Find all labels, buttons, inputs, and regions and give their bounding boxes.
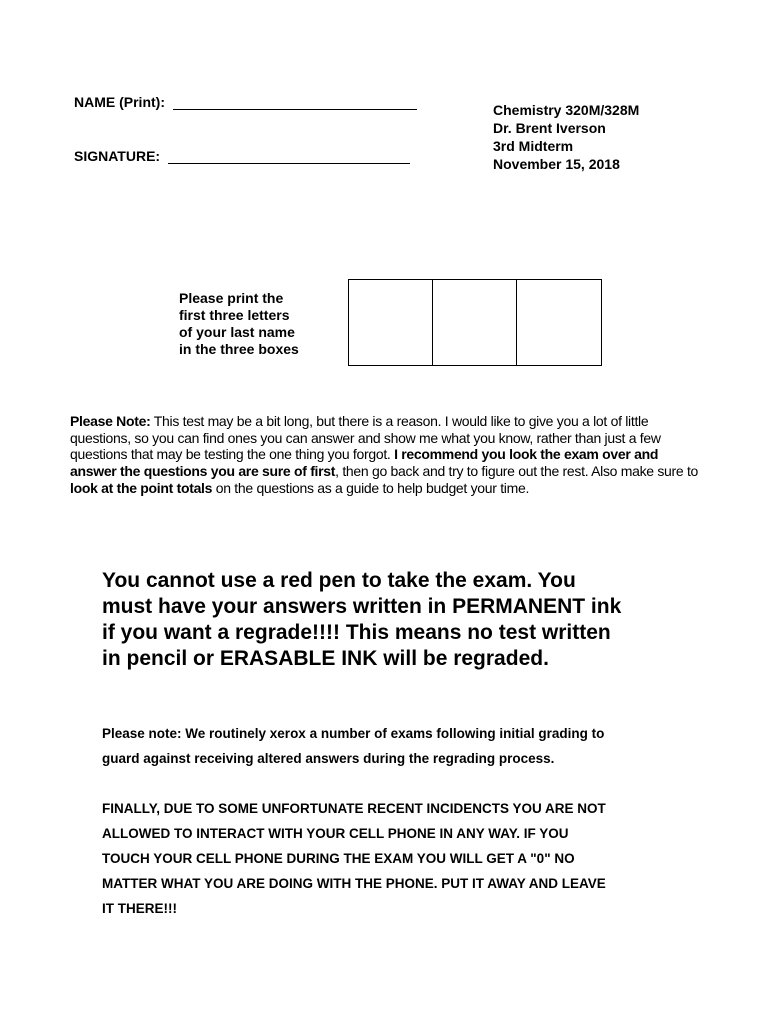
- note-text: This test may be a bit long, but there is a reason. I would like to give you a lot of little questions, so you can find ones you can answer and show me what you know, rather than just a few questions that may be testing the one thing you forgot.: [70, 413, 661, 463]
- xerox-line: guard against receiving altered answers during the regrading process.: [102, 751, 555, 766]
- instruction-line: Please print the: [179, 290, 284, 306]
- xerox-note: [102, 721, 604, 771]
- warning-line: You cannot use a red pen to take the exam. You: [102, 569, 576, 592]
- course-info: [493, 101, 639, 173]
- name-input-line[interactable]: [173, 95, 417, 110]
- letter-boxes-instruction: [179, 290, 299, 358]
- name-field-row: [74, 94, 417, 110]
- phone-line: MATTER WHAT YOU ARE DOING WITH THE PHONE. PUT IT AWAY AND LEAVE: [102, 876, 606, 891]
- exam-date: November 15, 2018: [493, 156, 620, 172]
- note-emphasis: I recommend you look the exam over and answer the questions you are sure of first: [70, 446, 659, 480]
- phone-line: IT THERE!!!: [102, 901, 177, 916]
- phone-line: FINALLY, DUE TO SOME UNFORTUNATE RECENT INCIDENCTS YOU ARE NOT: [102, 801, 606, 816]
- warning-line: must have your answers written in PERMANENT ink: [102, 595, 622, 618]
- note-emphasis: look at the point totals: [70, 479, 213, 496]
- warning-line: if you want a regrade!!!! This means no test written: [102, 621, 611, 644]
- xerox-line: Please note: We routinely xerox a number of exams following initial grading to: [102, 726, 605, 741]
- course-title: Chemistry 320M/328M: [493, 102, 640, 118]
- note-label: Please Note:: [70, 413, 151, 429]
- cell-phone-notice: [102, 796, 606, 921]
- instructor-name: Dr. Brent Iverson: [493, 120, 606, 136]
- warning-line: in pencil or ERASABLE INK will be regraded.: [102, 647, 549, 670]
- phone-line: ALLOWED TO INTERACT WITH YOUR CELL PHONE IN ANY WAY. IF YOU: [102, 826, 569, 841]
- signature-field-row: [74, 148, 410, 164]
- note-text: , then go back and try to figure out the rest. Also make sure to: [335, 463, 699, 480]
- instruction-line: in the three boxes: [179, 341, 299, 357]
- phone-line: TOUCH YOUR CELL PHONE DURING THE EXAM YOU WILL GET A "0" NO: [102, 851, 575, 866]
- name-label: NAME (Print):: [74, 94, 165, 110]
- letter-box-3[interactable]: [517, 280, 601, 365]
- please-note-paragraph: [70, 413, 700, 497]
- pen-warning: [102, 568, 621, 672]
- instruction-line: of your last name: [179, 324, 295, 340]
- letter-box-2[interactable]: [433, 280, 517, 365]
- signature-label: SIGNATURE:: [74, 148, 161, 164]
- letter-box-1[interactable]: [349, 280, 433, 365]
- last-name-letter-boxes: [348, 279, 602, 366]
- signature-input-line[interactable]: [168, 149, 410, 164]
- note-text: on the questions as a guide to help budget your time.: [212, 479, 530, 496]
- instruction-line: first three letters: [179, 307, 290, 323]
- exam-name: 3rd Midterm: [493, 138, 574, 154]
